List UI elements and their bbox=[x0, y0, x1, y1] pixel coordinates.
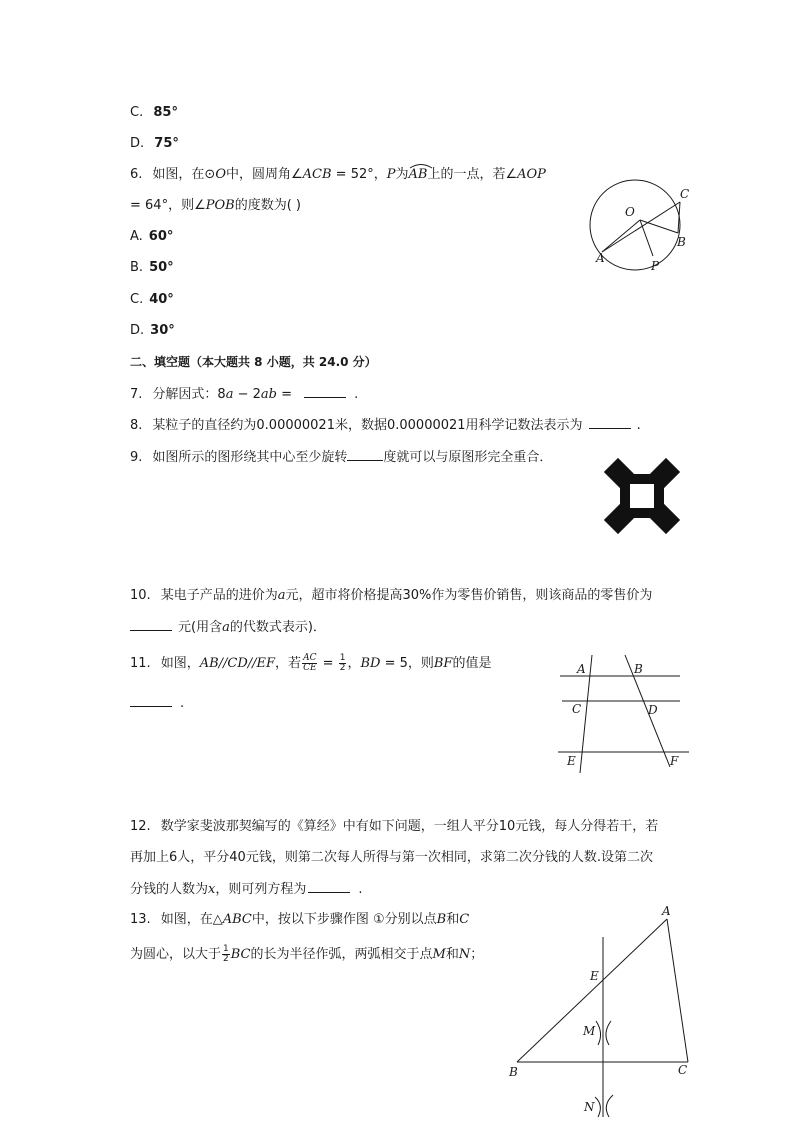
q10-line1: 10. 某电子产品的进价为a元，超市将价格提高30%作为零售价销售，则该商品的零售价为 bbox=[130, 588, 653, 603]
q12-line3: 分钱的人数为x，则可列方程为 . bbox=[130, 882, 363, 897]
segment-ob bbox=[640, 220, 678, 233]
label-e: E bbox=[590, 969, 599, 983]
q10-line2: 元(用含a的代数式表示)． bbox=[130, 618, 326, 637]
q13-triangle-figure bbox=[505, 905, 700, 1117]
q12-line1: 12. 数学家斐波那契编写的《算经》中有如下问题，一组人平分10元钱，每人分得若干，若 bbox=[130, 819, 659, 834]
q5-option-c: C. 85° bbox=[130, 105, 178, 120]
q11-line2: . bbox=[130, 694, 184, 713]
q5-option-c-value: 85° bbox=[153, 105, 178, 120]
label-d: D bbox=[648, 703, 658, 717]
q13-line2: 为圆心，以大于 $\frac{1}{2}$ BC的长为半径作弧，两弧相交于点M和N； bbox=[130, 944, 484, 964]
arc-n-right bbox=[606, 1095, 613, 1117]
fraction-one-half: $\frac{1}{2}$ bbox=[223, 944, 229, 964]
label-o: O bbox=[625, 205, 635, 219]
label-b: B bbox=[509, 1065, 518, 1079]
fraction-one-half: $\frac{1}{2}$ bbox=[339, 653, 346, 673]
label-a: A bbox=[577, 662, 586, 676]
q6-stem-line2: = 64°，则∠POB的度数为( ) bbox=[130, 198, 301, 213]
q6-option-d: D. 30° bbox=[130, 323, 175, 338]
label-p: P bbox=[651, 259, 660, 273]
segment-ac bbox=[602, 202, 680, 252]
arc-m-left bbox=[596, 1021, 601, 1045]
label-b: B bbox=[634, 662, 643, 676]
q12-line2: 再加上6人，平分40元钱，则第二次每人所得与第一次相同，求第二次分钱的人数.设第二次 bbox=[130, 850, 653, 865]
q6-option-a: A. 60° bbox=[130, 229, 174, 244]
q12-answer-blank[interactable] bbox=[308, 880, 350, 893]
q11-parallel-lines-figure bbox=[556, 655, 691, 773]
q11-answer-blank[interactable] bbox=[130, 694, 172, 707]
q13-line1: 13. 如图，在△ABC中，按以下步骤作图 ①分别以点B和C bbox=[130, 912, 470, 927]
fraction-ac-ce: $\frac{AC}{CE}$ bbox=[303, 653, 317, 673]
arc-m-right bbox=[606, 1021, 611, 1045]
label-n: N bbox=[584, 1100, 595, 1114]
q9: 9. 如图所示的图形绕其中心至少旋转 度就可以与原图形完全重合． bbox=[130, 450, 553, 465]
arc-ab: AB bbox=[409, 167, 428, 182]
q8: 8. 某粒子的直径约为0.00000021米，数据0.00000021用科学记数法表示为 . bbox=[130, 418, 641, 433]
label-c: C bbox=[680, 187, 690, 201]
label-c: C bbox=[678, 1063, 688, 1077]
arc-mark bbox=[409, 163, 433, 169]
label-a: A bbox=[596, 251, 605, 265]
label-f: F bbox=[670, 754, 679, 768]
q8-answer-blank[interactable] bbox=[589, 416, 631, 429]
q6-stem-line1: 6. 如图，在⊙O中，圆周角∠ACB = 52°，P为AB 上的一点，若∠AOP bbox=[130, 166, 546, 184]
q6-option-b: B. 50° bbox=[130, 260, 174, 275]
arc-n-left bbox=[595, 1097, 600, 1117]
q5-option-d-value: 75° bbox=[154, 136, 179, 151]
q9-answer-blank[interactable] bbox=[347, 448, 383, 461]
q7-answer-blank[interactable] bbox=[304, 385, 346, 398]
side-ac bbox=[667, 919, 688, 1062]
q10-answer-blank[interactable] bbox=[130, 618, 172, 631]
label-c: C bbox=[572, 702, 582, 716]
label-a: A bbox=[662, 904, 671, 918]
side-ab bbox=[517, 919, 667, 1062]
q5-option-d: D. 75° bbox=[130, 136, 179, 151]
label-e: E bbox=[567, 754, 576, 768]
segment-oa bbox=[602, 220, 640, 252]
label-b: B bbox=[677, 235, 686, 249]
q9-rotational-figure bbox=[594, 448, 690, 544]
q7: 7. 分解因式：8a − 2ab = . bbox=[130, 387, 359, 402]
q6-circle-figure bbox=[585, 180, 705, 280]
q6-option-c: C. 40° bbox=[130, 292, 174, 307]
section-2-title: 二、填空题（本大题共 8 小题，共 24.0 分） bbox=[130, 355, 377, 369]
label-m: M bbox=[583, 1024, 596, 1038]
segment-op bbox=[640, 220, 653, 256]
q11-line1: 11. 如图，AB//CD//EF，若 $\frac{AC}{CE}$ = $\frac{1}{2}$ ，BD = 5，则BF的值是 bbox=[130, 653, 492, 673]
